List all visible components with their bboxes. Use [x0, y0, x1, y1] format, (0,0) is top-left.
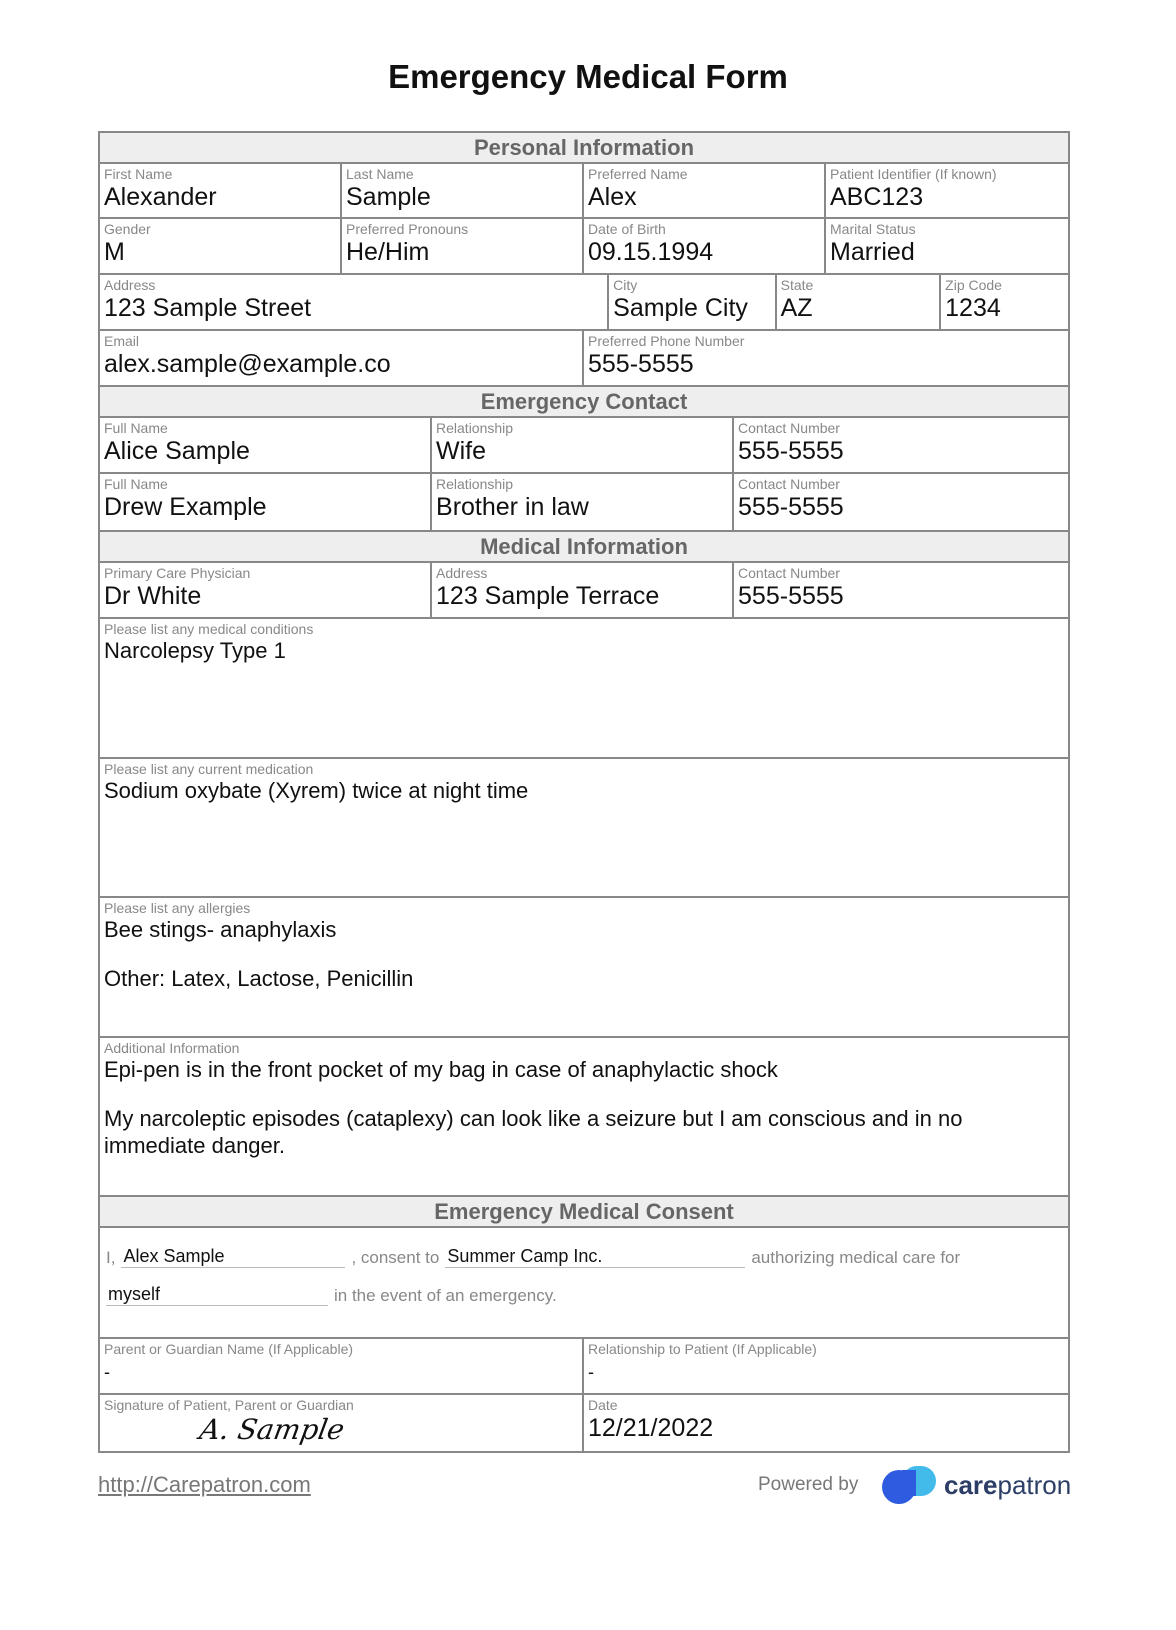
pronouns-field[interactable]: He/Him	[346, 238, 430, 266]
label: Full Name	[104, 420, 168, 436]
contact-number-field[interactable]: 555-5555	[738, 493, 844, 521]
guardian-relationship-field[interactable]: -	[588, 1362, 594, 1382]
label: Relationship to Patient (If Applicable)	[588, 1341, 817, 1357]
contact-name-field[interactable]: Drew Example	[104, 493, 267, 521]
allergies-line[interactable]: Bee stings- anaphylaxis	[104, 917, 337, 942]
allergies-line[interactable]: Other: Latex, Lactose, Penicillin	[104, 966, 414, 991]
brand-text: care	[944, 1469, 998, 1500]
label: Address	[436, 565, 488, 581]
preferred-name-field[interactable]: Alex	[588, 183, 637, 211]
contact-number-field[interactable]: 555-5555	[738, 437, 844, 465]
label: State	[780, 277, 814, 293]
label: Please list any current medication	[104, 761, 314, 777]
consent-text: in the event of an emergency.	[334, 1286, 557, 1305]
label: First Name	[104, 166, 173, 182]
guardian-name-field[interactable]: -	[104, 1362, 110, 1382]
gender-field[interactable]: M	[104, 238, 125, 266]
phone-field[interactable]: 555-5555	[588, 350, 694, 378]
consent-for-field[interactable]: myself	[106, 1284, 328, 1306]
patient-id-field[interactable]: ABC123	[830, 183, 924, 211]
label: Zip Code	[945, 277, 1002, 293]
label: Date of Birth	[588, 221, 666, 237]
pcp-address-field[interactable]: 123 Sample Terrace	[436, 582, 660, 610]
section-personal: Personal Information	[100, 133, 1068, 164]
label: Relationship	[436, 476, 514, 492]
label: Patient Identifier (If known)	[830, 166, 997, 182]
brand-text: patron	[997, 1469, 1072, 1500]
label: Date	[588, 1397, 618, 1413]
carepatron-logo	[882, 1466, 1071, 1504]
medical-form	[98, 131, 1070, 1453]
medication-field[interactable]: Sodium oxybate (Xyrem) twice at night time	[104, 778, 529, 803]
label: Email	[104, 333, 140, 349]
label: Gender	[104, 221, 151, 237]
state-field[interactable]: AZ	[780, 294, 813, 322]
label: Last Name	[346, 166, 414, 182]
label: Contact Number	[738, 420, 840, 436]
label: City	[613, 277, 638, 293]
consent-statement	[100, 1228, 1068, 1337]
date-field[interactable]: 12/21/2022	[588, 1414, 714, 1442]
pcp-contact-field[interactable]: 555-5555	[738, 582, 844, 610]
consent-text: I,	[106, 1248, 116, 1267]
pcp-field[interactable]: Dr White	[104, 582, 202, 610]
label: Signature of Patient, Parent or Guardian	[104, 1397, 354, 1413]
label: Relationship	[436, 420, 514, 436]
label: Please list any medical conditions	[104, 621, 314, 637]
label: Please list any allergies	[104, 900, 251, 916]
conditions-field[interactable]: Narcolepsy Type 1	[104, 638, 286, 663]
city-field[interactable]: Sample City	[613, 294, 748, 322]
section-emergency: Emergency Contact	[100, 387, 1068, 418]
contact-relationship-field[interactable]: Brother in law	[436, 493, 589, 521]
label: Preferred Name	[588, 166, 688, 182]
first-name-field[interactable]: Alexander	[104, 183, 217, 211]
signature-field[interactable]: A. Sample	[197, 1413, 347, 1446]
label: Contact Number	[738, 476, 840, 492]
zip-field[interactable]: 1234	[945, 294, 1001, 322]
carepatron-link[interactable]: http://Carepatron.com	[98, 1472, 311, 1497]
label: Address	[104, 277, 156, 293]
consent-text: , consent to	[351, 1248, 440, 1267]
consent-text: authorizing medical care for	[751, 1248, 961, 1267]
powered-by-text: Powered by	[758, 1474, 859, 1495]
label: Full Name	[104, 476, 168, 492]
address-field[interactable]: 123 Sample Street	[104, 294, 312, 322]
last-name-field[interactable]: Sample	[346, 183, 431, 211]
email-field[interactable]: alex.sample@example.co	[104, 350, 391, 378]
label: Preferred Phone Number	[588, 333, 745, 349]
label: Additional Information	[104, 1040, 240, 1056]
marital-field[interactable]: Married	[830, 238, 915, 266]
label: Marital Status	[830, 221, 916, 237]
label: Preferred Pronouns	[346, 221, 469, 237]
page-title: Emergency Medical Form	[388, 58, 788, 95]
additional-line[interactable]: My narcoleptic episodes (cataplexy) can look like a seizure but I am conscious and in no immediate danger.	[104, 1106, 963, 1158]
label: Parent or Guardian Name (If Applicable)	[104, 1341, 354, 1357]
section-medical: Medical Information	[100, 532, 1068, 563]
dob-field[interactable]: 09.15.1994	[588, 238, 714, 266]
additional-line[interactable]: Epi-pen is in the front pocket of my bag in case of anaphylactic shock	[104, 1057, 778, 1082]
consent-name-field[interactable]: Alex Sample	[121, 1246, 345, 1268]
carepatron-logo-icon	[882, 1466, 938, 1504]
consent-org-field[interactable]: Summer Camp Inc.	[445, 1246, 745, 1268]
label: Contact Number	[738, 565, 840, 581]
contact-relationship-field[interactable]: Wife	[436, 437, 487, 465]
contact-name-field[interactable]: Alice Sample	[104, 437, 250, 465]
label: Primary Care Physician	[104, 565, 251, 581]
section-consent: Emergency Medical Consent	[100, 1197, 1068, 1228]
